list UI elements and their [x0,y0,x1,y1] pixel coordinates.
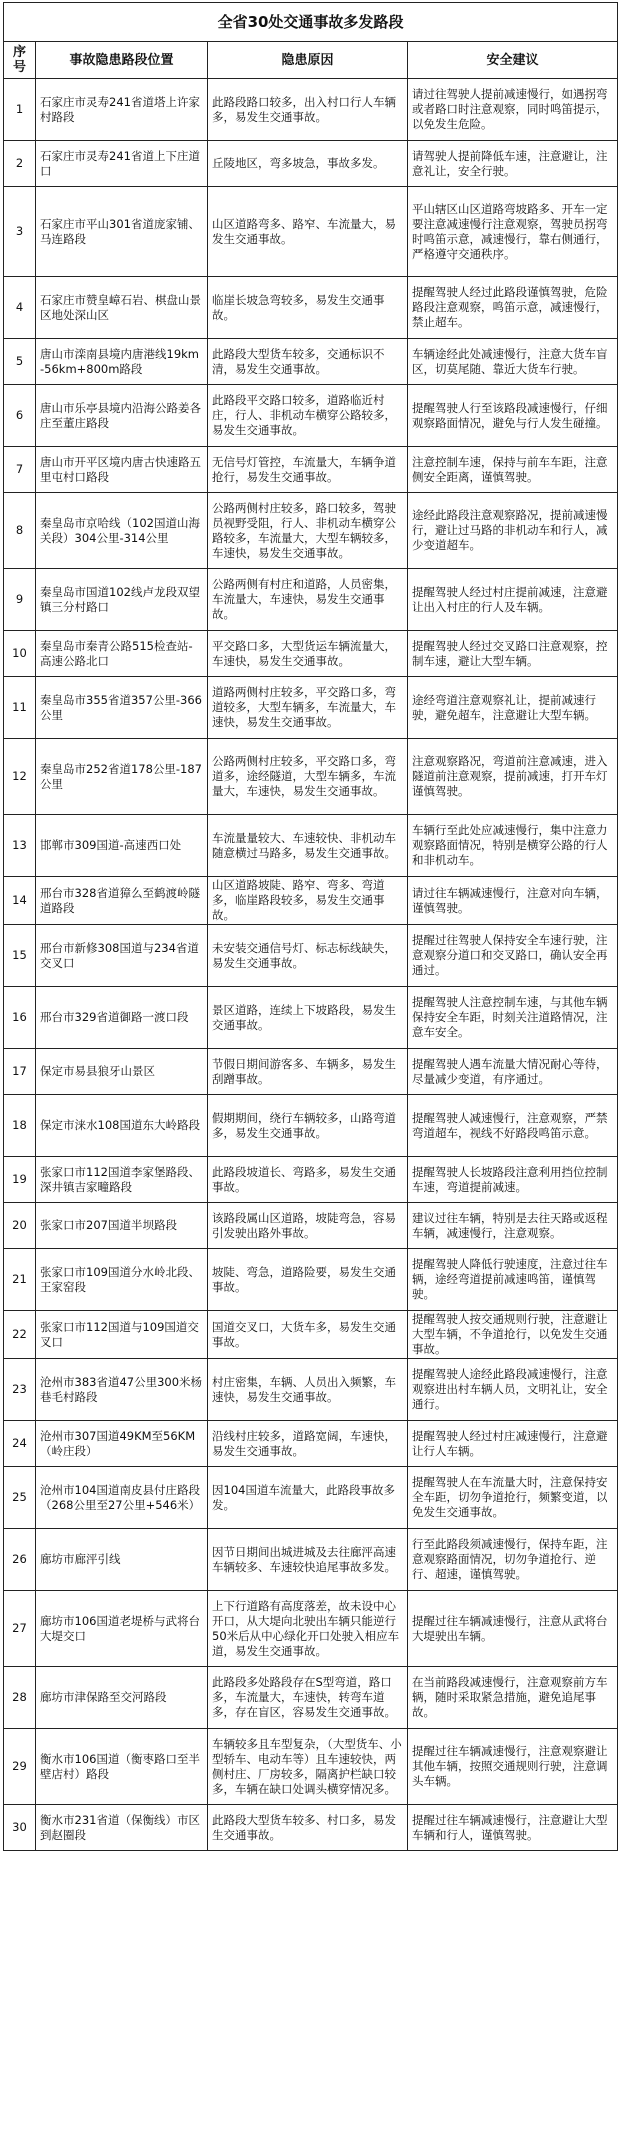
row-advice: 提醒驾驶人经过此路段谨慎驾驶，危险路段注意观察，鸣笛示意，减速慢行，禁止超车。 [408,277,618,339]
row-location: 唐山市滦南县境内唐港线19km-56km+800m路段 [36,339,208,385]
row-number: 15 [4,925,36,987]
row-location: 廊坊市106国道老堤桥与武将台大堤交口 [36,1591,208,1667]
row-location: 秦皇岛市355省道357公里-366公里 [36,677,208,739]
table-row [4,1421,618,1467]
table-row [4,1249,618,1311]
row-cause: 坡陡、弯急，道路险要，易发生交通事故。 [208,1249,408,1311]
table-row [4,141,618,187]
row-cause: 此路段平交路口较多，道路临近村庄，行人、非机动车横穿公路较多，易发生交通事故。 [208,385,408,447]
row-number: 6 [4,385,36,447]
row-advice: 提醒过往驾驶人保持安全车速行驶，注意观察分道口和交叉路口，确认安全再通过。 [408,925,618,987]
row-cause: 景区道路，连续上下坡路段，易发生交通事故。 [208,987,408,1049]
row-number: 10 [4,631,36,677]
row-location: 沧州市104国道南皮县付庄路段（268公里至27公里+546米） [36,1467,208,1529]
row-cause: 公路两侧村庄较多，路口较多，驾驶员视野受阻，行人、非机动车横穿公路较多，车流量大，大型车辆较多，车速快，易发生交通事故。 [208,493,408,569]
row-cause: 丘陵地区，弯多坡急，事故多发。 [208,141,408,187]
header-row [4,42,618,79]
row-cause: 节假日期间游客多、车辆多，易发生刮蹭事故。 [208,1049,408,1095]
row-advice: 请过往驾驶人提前减速慢行，如遇拐弯或者路口时注意观察，同时鸣笛提示，以免发生危险。 [408,79,618,141]
row-advice: 提醒过往车辆减速慢行，注意观察避让其他车辆，按照交通规则行驶，注意调头车辆。 [408,1729,618,1805]
row-number: 3 [4,187,36,277]
row-number: 20 [4,1203,36,1249]
row-number: 5 [4,339,36,385]
row-number: 23 [4,1359,36,1421]
table-row [4,739,618,815]
row-number: 29 [4,1729,36,1805]
table-row [4,569,618,631]
row-location: 保定市涞水108国道东大岭路段 [36,1095,208,1157]
row-location: 衡水市106国道（衡枣路口至半壁店村）路段 [36,1729,208,1805]
row-number: 19 [4,1157,36,1203]
row-location: 邢台市新修308国道与234省道交叉口 [36,925,208,987]
table-row [4,1203,618,1249]
row-advice: 请驾驶人提前降低车速，注意避让，注意礼让，安全行驶。 [408,141,618,187]
row-advice: 提醒驾驶人在车流量大时，注意保持安全车距，切勿争道抢行，频繁变道，以免发生交通事故。 [408,1467,618,1529]
row-cause: 车流量量较大、车速较快、非机动车随意横过马路多，易发生交通事故。 [208,815,408,877]
row-advice: 建议过往车辆，特别是去往天路或返程车辆，减速慢行，注意观察。 [408,1203,618,1249]
row-number: 30 [4,1805,36,1851]
row-cause: 临崖长坡急弯较多，易发生交通事故。 [208,277,408,339]
row-cause: 上下行道路有高度落差，故未设中心开口，从大堤向北驶出车辆只能逆行50米后从中心绿化开口处驶入相应车道，易发生交通事故。 [208,1591,408,1667]
row-location: 衡水市231省道（保衡线）市区到赵圈段 [36,1805,208,1851]
row-advice: 提醒驾驶人经过交叉路口注意观察，控制车速，避让大型车辆。 [408,631,618,677]
header-no: 序号 [4,42,36,79]
row-advice: 提醒驾驶人遇车流量大情况耐心等待，尽量减少变道，有序通过。 [408,1049,618,1095]
table-row [4,79,618,141]
row-cause: 此路段多处路段存在S型弯道，路口多，车流量大，车速快，转弯车道多，存在盲区，容易发生交通事故。 [208,1667,408,1729]
row-number: 16 [4,987,36,1049]
table-row [4,1591,618,1667]
row-location: 唐山市乐亭县境内沿海公路姜各庄至董庄路段 [36,385,208,447]
table-row [4,447,618,493]
row-location: 张家口市207国道半坝路段 [36,1203,208,1249]
row-number: 8 [4,493,36,569]
row-location: 秦皇岛市京哈线（102国道山海关段）304公里-314公里 [36,493,208,569]
row-advice: 行至此路段须减速慢行，保持车距，注意观察路面情况，切勿争道抢行、逆行、超速，谨慎驾驶。 [408,1529,618,1591]
row-cause: 公路两侧有村庄和道路，人员密集，车流量大，车速快，易发生交通事故。 [208,569,408,631]
header-cause: 隐患原因 [208,42,408,79]
row-number: 24 [4,1421,36,1467]
row-cause: 此路段路口较多，出入村口行人车辆多，易发生交通事故。 [208,79,408,141]
row-cause: 平交路口多，大型货运车辆流量大，车速快，易发生交通事故。 [208,631,408,677]
table-row [4,1095,618,1157]
row-number: 28 [4,1667,36,1729]
row-advice: 请过往车辆减速慢行，注意对向车辆，谨慎驾驶。 [408,877,618,925]
table-row [4,1359,618,1421]
row-advice: 提醒驾驶人注意控制车速，与其他车辆保持安全车距，时刻关注道路情况，注意车安全。 [408,987,618,1049]
row-number: 25 [4,1467,36,1529]
row-number: 22 [4,1311,36,1359]
row-advice: 提醒驾驶人经过村庄减速慢行，注意避让行人车辆。 [408,1421,618,1467]
row-cause: 山区道路坡陡、路窄、弯多、弯道多，临崖路段较多，易发生交通事故。 [208,877,408,925]
row-location: 秦皇岛市秦青公路515检查站-高速公路北口 [36,631,208,677]
row-advice: 提醒驾驶人行至该路段减速慢行，仔细观察路面情况，避免与行人发生碰撞。 [408,385,618,447]
row-advice: 平山辖区山区道路弯坡路多、开车一定要注意减速慢行注意观察，驾驶员拐弯时鸣笛示意，减速慢行，靠右侧通行，严格遵守交通秩序。 [408,187,618,277]
table-row [4,1157,618,1203]
row-number: 21 [4,1249,36,1311]
row-number: 17 [4,1049,36,1095]
row-location: 廊坊市津保路至交河路段 [36,1667,208,1729]
table-row [4,1049,618,1095]
header-location: 事故隐患路段位置 [36,42,208,79]
row-number: 4 [4,277,36,339]
row-cause: 公路两侧村庄较多，平交路口多，弯道多，途经隧道，大型车辆多，车流量大，车速快，易发生交通事故。 [208,739,408,815]
table-row [4,631,618,677]
row-number: 26 [4,1529,36,1591]
row-advice: 注意观察路况，弯道前注意减速，进入隧道前注意观察，提前减速，打开车灯谨慎驾驶。 [408,739,618,815]
row-location: 石家庄市赞皇嶂石岩、棋盘山景区地处深山区 [36,277,208,339]
table-row [4,877,618,925]
row-advice: 提醒驾驶人降低行驶速度，注意过往车辆，途经弯道提前减速鸣笛，谨慎驾驶。 [408,1249,618,1311]
row-location: 张家口市112国道李家堡路段、深井镇吉家疃路段 [36,1157,208,1203]
row-cause: 沿线村庄较多，道路宽阔，车速快，易发生交通事故。 [208,1421,408,1467]
table-row [4,1805,618,1851]
row-number: 14 [4,877,36,925]
row-location: 沧州市307国道49KM至56KM（岭庄段） [36,1421,208,1467]
row-cause: 村庄密集，车辆、人员出入频繁，车速快，易发生交通事故。 [208,1359,408,1421]
row-advice: 提醒驾驶人途经此路段减速慢行，注意观察进出村车辆人员，文明礼让，安全通行。 [408,1359,618,1421]
row-cause: 道路两侧村庄较多，平交路口多，弯道较多，大型车辆多，车流量大，车速快，易发生交通事故。 [208,677,408,739]
row-advice: 车辆途经此处减速慢行，注意大货车盲区，切莫尾随、靠近大货车行驶。 [408,339,618,385]
table-row [4,1467,618,1529]
row-number: 27 [4,1591,36,1667]
row-cause: 此路段大型货车较多、村口多，易发生交通事故。 [208,1805,408,1851]
table-row [4,987,618,1049]
row-location: 石家庄市灵寿241省道塔上许家村路段 [36,79,208,141]
row-location: 石家庄市平山301省道庞家铺、马连路段 [36,187,208,277]
row-advice: 提醒驾驶人长坡路段注意利用挡位控制车速，弯道提前减速。 [408,1157,618,1203]
row-advice: 车辆行至此处应减速慢行，集中注意力观察路面情况，特别是横穿公路的行人和非机动车。 [408,815,618,877]
row-advice: 提醒驾驶人按交通规则行驶，注意避让大型车辆，不争道抢行，以免发生交通事故。 [408,1311,618,1359]
header-advice: 安全建议 [408,42,618,79]
row-advice: 途经弯道注意观察礼让，提前减速行驶，避免超车，注意避让大型车辆。 [408,677,618,739]
row-advice: 注意控制车速，保持与前车车距，注意侧安全距离，谨慎驾驶。 [408,447,618,493]
row-advice: 提醒过往车辆减速慢行，注意从武将台大堤驶出车辆。 [408,1591,618,1667]
row-cause: 该路段属山区道路，坡陡弯急，容易引发驶出路外事故。 [208,1203,408,1249]
row-cause: 因104国道车流量大，此路段事故多发。 [208,1467,408,1529]
table-row [4,1311,618,1359]
row-location: 唐山市开平区境内唐古快速路五里屯村口路段 [36,447,208,493]
table-row [4,1729,618,1805]
row-cause: 山区道路弯多、路窄、车流量大，易发生交通事故。 [208,187,408,277]
table-row [4,1667,618,1729]
table-row [4,277,618,339]
accident-table [3,2,618,1851]
row-location: 张家口市112国道与109国道交叉口 [36,1311,208,1359]
row-number: 7 [4,447,36,493]
table-row [4,1529,618,1591]
row-cause: 国道交叉口，大货车多，易发生交通事故。 [208,1311,408,1359]
table-row [4,493,618,569]
row-location: 秦皇岛市252省道178公里-187公里 [36,739,208,815]
row-advice: 途经此路段注意观察路况，提前减速慢行，避让过马路的非机动车和行人，减少变道超车。 [408,493,618,569]
table-row [4,925,618,987]
title-row [4,3,618,42]
row-number: 13 [4,815,36,877]
row-cause: 无信号灯管控，车流量大，车辆争道抢行，易发生交通事故。 [208,447,408,493]
row-cause: 未安装交通信号灯、标志标线缺失，易发生交通事故。 [208,925,408,987]
row-location: 保定市易县狼牙山景区 [36,1049,208,1095]
table-row [4,187,618,277]
row-location: 张家口市109国道分水岭北段、王家窑段 [36,1249,208,1311]
row-cause: 假期期间，绕行车辆较多，山路弯道多，易发生交通事故。 [208,1095,408,1157]
table-row [4,339,618,385]
table-row [4,815,618,877]
row-cause: 此路段大型货车较多，交通标识不清，易发生交通事故。 [208,339,408,385]
row-advice: 提醒驾驶人减速慢行，注意观察，严禁弯道超车，视线不好路段鸣笛示意。 [408,1095,618,1157]
row-location: 邢台市329省道御路一渡口段 [36,987,208,1049]
row-cause: 车辆较多且车型复杂，（大型货车、小型轿车、电动车等）且车速较快，两侧村庄、厂房较多，隔离护栏缺口较多，车辆在缺口处调头横穿情况多。 [208,1729,408,1805]
row-location: 沧州市383省道47公里300米杨巷毛村路段 [36,1359,208,1421]
row-number: 2 [4,141,36,187]
table-body [4,79,618,1851]
row-number: 12 [4,739,36,815]
row-number: 11 [4,677,36,739]
row-number: 9 [4,569,36,631]
table-row [4,385,618,447]
table-row [4,677,618,739]
row-advice: 提醒驾驶人经过村庄提前减速，注意避让出入村庄的行人及车辆。 [408,569,618,631]
row-location: 石家庄市灵寿241省道上下庄道口 [36,141,208,187]
row-cause: 因节日期间出城进城及去往廊泙高速车辆较多、车速较快追尾事故多发。 [208,1529,408,1591]
row-location: 廊坊市廊泙引线 [36,1529,208,1591]
row-advice: 提醒过往车辆减速慢行，注意避让大型车辆和行人，谨慎驾驶。 [408,1805,618,1851]
row-location: 邢台市328省道獐么至鹤渡岭隧道路段 [36,877,208,925]
row-cause: 此路段坡道长、弯路多，易发生交通事故。 [208,1157,408,1203]
table-title: 全省30处交通事故多发路段 [4,3,618,42]
row-advice: 在当前路段减速慢行，注意观察前方车辆，随时采取紧急措施，避免追尾事故。 [408,1667,618,1729]
row-location: 邯郸市309国道-高速西口处 [36,815,208,877]
row-number: 1 [4,79,36,141]
row-number: 18 [4,1095,36,1157]
row-location: 秦皇岛市国道102线卢龙段双望镇三分村路口 [36,569,208,631]
